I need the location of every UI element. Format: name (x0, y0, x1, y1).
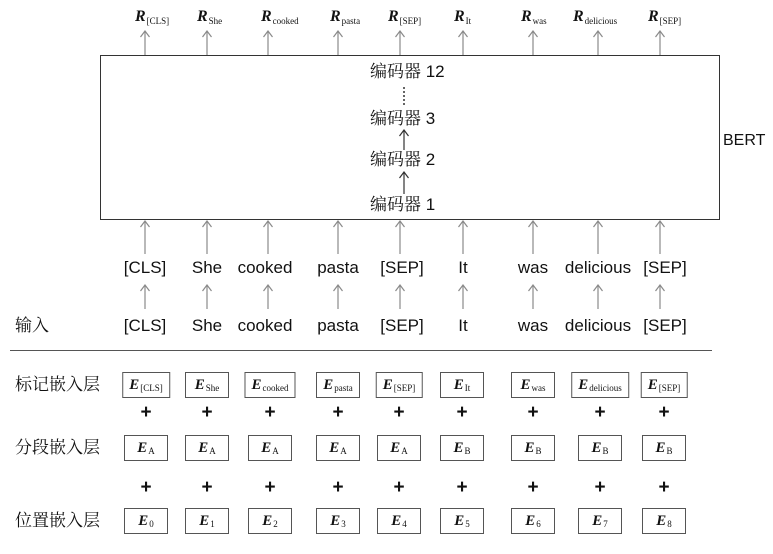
plus-sign: + (332, 477, 344, 498)
embedding-subscript: A (340, 446, 347, 456)
segment-embedding-box-1 (124, 435, 168, 461)
embedding-subscript: B (602, 446, 609, 456)
encoder-layer-12: 编码器 12 (370, 62, 445, 81)
embedding-symbol: E (390, 439, 401, 456)
embedding-symbol: E (198, 439, 209, 456)
token-to-bert-arrow-9 (656, 221, 665, 254)
segment-embedding-box-6 (440, 435, 484, 461)
output-representation-4 (330, 6, 360, 29)
token-embedding-box-5 (376, 372, 423, 398)
plus-sign: + (264, 402, 276, 423)
output-symbol: R (388, 8, 399, 25)
input-token-7: was (517, 316, 549, 335)
embedding-symbol: E (647, 376, 658, 393)
plus-sign: + (393, 402, 405, 423)
token-to-bert-arrow-8 (594, 221, 603, 254)
input-to-token-arrow-7 (529, 285, 538, 309)
embedding-subscript: 4 (402, 519, 407, 529)
plus-sign: + (594, 402, 606, 423)
position-embedding-box-8 (578, 508, 622, 534)
token-to-bert-arrow-1 (141, 221, 150, 254)
output-arrow-2 (203, 31, 212, 55)
embedding-subscript: She (205, 383, 220, 393)
encoder-layer-3: 编码器 3 (370, 109, 436, 128)
input-to-token-arrow-1 (141, 285, 150, 309)
plus-sign: + (393, 477, 405, 498)
token-1: [CLS] (123, 258, 167, 277)
input-token-8: delicious (564, 316, 632, 335)
segment-embedding-box-9 (642, 435, 686, 461)
embedding-symbol: E (261, 439, 272, 456)
position-embedding-box-2 (185, 508, 229, 534)
input-token-1: [CLS] (123, 316, 167, 335)
output-representation-9 (648, 6, 681, 29)
input-token-4: pasta (317, 316, 359, 335)
plus-sign: + (332, 402, 344, 423)
divider-line (10, 350, 712, 351)
plus-sign: + (658, 477, 670, 498)
segment-embedding-box-3 (248, 435, 292, 461)
embedding-symbol: E (194, 376, 205, 393)
embedding-subscript: pasta (334, 383, 353, 393)
token-to-bert-arrow-4 (334, 221, 343, 254)
position-embedding-box-3 (248, 508, 292, 534)
token-7: was (517, 258, 549, 277)
input-token-2: She (191, 316, 223, 335)
embedding-symbol: E (454, 512, 465, 529)
embedding-subscript: was (531, 383, 546, 393)
embedding-subscript: B (464, 446, 471, 456)
output-arrow-1 (141, 31, 150, 55)
output-subscript: [SEP] (659, 16, 682, 26)
embedding-symbol: E (129, 376, 140, 393)
output-arrow-4 (334, 31, 343, 55)
token-to-bert-arrow-6 (459, 221, 468, 254)
input-label: 输入 (15, 316, 49, 335)
plus-sign: + (456, 477, 468, 498)
output-symbol: R (330, 8, 341, 25)
embedding-subscript: B (666, 446, 673, 456)
segment-embedding-label: 分段嵌入层 (15, 438, 100, 457)
embedding-symbol: E (524, 439, 535, 456)
output-representation-7 (521, 6, 547, 29)
embedding-subscript: A (209, 446, 216, 456)
token-embedding-box-4 (316, 372, 360, 398)
embedding-symbol: E (199, 512, 210, 529)
output-arrow-5 (396, 31, 405, 55)
output-representation-8 (573, 6, 617, 29)
embedding-symbol: E (138, 512, 149, 529)
output-subscript: [SEP] (399, 16, 422, 26)
embedding-subscript: 1 (210, 519, 215, 529)
output-symbol: R (261, 8, 272, 25)
position-embedding-box-9 (642, 508, 686, 534)
output-subscript: [CLS] (146, 16, 170, 26)
embedding-symbol: E (382, 376, 393, 393)
plus-sign: + (527, 477, 539, 498)
embedding-subscript: [SEP] (658, 383, 681, 393)
input-token-3: cooked (237, 316, 293, 335)
output-symbol: R (573, 8, 584, 25)
token-embedding-box-7 (511, 372, 555, 398)
input-to-token-arrow-6 (459, 285, 468, 309)
embedding-subscript: [CLS] (140, 383, 163, 393)
encoder-layer-1: 编码器 1 (370, 195, 436, 214)
output-subscript: She (208, 16, 223, 26)
embedding-symbol: E (137, 439, 148, 456)
plus-sign: + (201, 477, 213, 498)
output-subscript: cooked (272, 16, 299, 26)
token-8: delicious (564, 258, 632, 277)
embedding-symbol: E (592, 512, 603, 529)
token-embedding-box-9 (641, 372, 688, 398)
output-arrow-6 (459, 31, 468, 55)
embedding-subscript: B (535, 446, 542, 456)
output-arrow-8 (594, 31, 603, 55)
embedding-subscript: delicious (589, 383, 622, 393)
input-to-token-arrow-5 (396, 285, 405, 309)
plus-sign: + (264, 477, 276, 498)
embedding-symbol: E (578, 376, 589, 393)
embedding-symbol: E (330, 512, 341, 529)
output-representation-3 (261, 6, 299, 29)
segment-embedding-box-4 (316, 435, 360, 461)
input-token-9: [SEP] (643, 316, 687, 335)
output-symbol: R (648, 8, 659, 25)
plus-sign: + (658, 402, 670, 423)
embedding-symbol: E (656, 512, 667, 529)
embedding-subscript: 2 (273, 519, 278, 529)
plus-sign: + (140, 477, 152, 498)
output-symbol: R (197, 8, 208, 25)
embedding-subscript: cooked (262, 383, 289, 393)
position-embedding-label: 位置嵌入层 (15, 511, 100, 530)
embedding-subscript: 6 (536, 519, 541, 529)
position-embedding-box-7 (511, 508, 555, 534)
embedding-symbol: E (391, 512, 402, 529)
embedding-subscript: A (272, 446, 279, 456)
input-to-token-arrow-9 (656, 285, 665, 309)
embedding-symbol: E (520, 376, 531, 393)
input-token-6: It (458, 316, 468, 335)
output-subscript: delicious (584, 16, 618, 26)
token-to-bert-arrow-7 (529, 221, 538, 254)
bert-label: BERT (723, 132, 766, 149)
embedding-symbol: E (262, 512, 273, 529)
token-to-bert-arrow-2 (203, 221, 212, 254)
position-embedding-box-1 (124, 508, 168, 534)
embedding-symbol: E (453, 376, 464, 393)
input-to-token-arrow-8 (594, 285, 603, 309)
output-subscript: pasta (341, 16, 361, 26)
embedding-symbol: E (323, 376, 334, 393)
input-to-token-arrow-4 (334, 285, 343, 309)
token-embedding-box-3 (244, 372, 295, 398)
encoder-layer-2: 编码器 2 (370, 150, 436, 169)
token-5: [SEP] (380, 258, 424, 277)
token-2: She (191, 258, 223, 277)
segment-embedding-box-2 (185, 435, 229, 461)
output-representation-1 (135, 6, 169, 29)
segment-embedding-box-7 (511, 435, 555, 461)
output-arrow-7 (529, 31, 538, 55)
token-to-bert-arrow-3 (264, 221, 273, 254)
output-representation-6 (454, 6, 471, 29)
embedding-subscript: 7 (603, 519, 608, 529)
embedding-subscript: 5 (465, 519, 470, 529)
token-embedding-box-2 (185, 372, 229, 398)
token-embedding-box-8 (571, 372, 629, 398)
output-symbol: R (135, 8, 146, 25)
segment-embedding-box-5 (377, 435, 421, 461)
output-symbol: R (454, 8, 465, 25)
token-to-bert-arrow-5 (396, 221, 405, 254)
embedding-subscript: It (464, 383, 471, 393)
token-embedding-box-1 (122, 372, 170, 398)
output-representation-2 (197, 6, 222, 29)
output-symbol: R (521, 8, 532, 25)
embedding-symbol: E (251, 376, 262, 393)
embedding-subscript: 8 (667, 519, 672, 529)
position-embedding-box-5 (377, 508, 421, 534)
embedding-symbol: E (525, 512, 536, 529)
embedding-subscript: A (401, 446, 408, 456)
token-9: [SEP] (643, 258, 687, 277)
output-arrow-9 (656, 31, 665, 55)
output-subscript: It (465, 16, 472, 26)
token-embedding-box-6 (440, 372, 484, 398)
segment-embedding-box-8 (578, 435, 622, 461)
input-token-5: [SEP] (380, 316, 424, 335)
output-subscript: was (532, 16, 547, 26)
embedding-subscript: 0 (149, 519, 154, 529)
embedding-subscript: A (148, 446, 155, 456)
plus-sign: + (140, 402, 152, 423)
embedding-symbol: E (591, 439, 602, 456)
embedding-subscript: [SEP] (393, 383, 416, 393)
input-to-token-arrow-2 (203, 285, 212, 309)
embedding-symbol: E (329, 439, 340, 456)
token-embedding-label: 标记嵌入层 (15, 375, 100, 394)
token-3: cooked (237, 258, 293, 277)
embedding-subscript: 3 (341, 519, 346, 529)
input-to-token-arrow-3 (264, 285, 273, 309)
plus-sign: + (527, 402, 539, 423)
embedding-symbol: E (453, 439, 464, 456)
plus-sign: + (456, 402, 468, 423)
token-6: It (458, 258, 468, 277)
position-embedding-box-4 (316, 508, 360, 534)
output-representation-5 (388, 6, 421, 29)
plus-sign: + (594, 477, 606, 498)
position-embedding-box-6 (440, 508, 484, 534)
plus-sign: + (201, 402, 213, 423)
output-arrow-3 (264, 31, 273, 55)
embedding-symbol: E (655, 439, 666, 456)
token-4: pasta (317, 258, 359, 277)
